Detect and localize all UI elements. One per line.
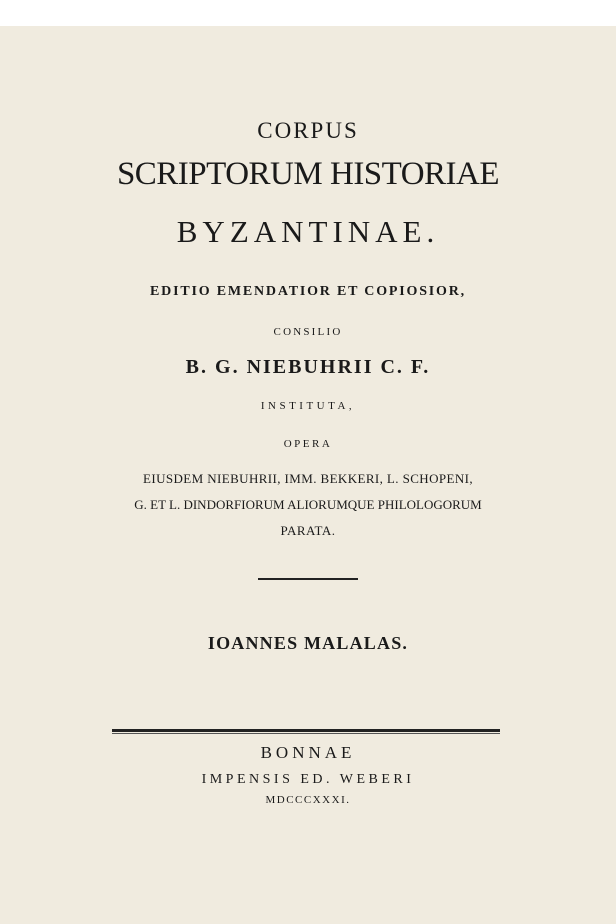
edition-statement: EDITIO EMENDATIOR ET COPIOSIOR, [150,284,466,299]
consilio-text: CONSILIO [273,326,343,338]
instituta-text: INSTITUTA, [260,400,356,412]
parata-text: PARATA. [280,523,336,538]
imprint-year: MDCCCXXXI. [265,794,351,806]
imprint-publisher: IMPENSIS ED. WEBERI [201,772,415,787]
title-line-scriptorum: SCRIPTORUM HISTORIAE [116,156,500,192]
title-line-corpus: CORPUS [257,118,359,143]
short-divider [258,578,358,580]
editors-line-1: EIUSDEM NIEBUHRII, IMM. BEKKERI, L. SCHOPENI, [143,471,473,486]
volume-author: IOANNES MALALAS. [207,633,409,653]
imprint-divider [112,729,500,732]
title-page [0,26,616,924]
niebuhr-name: B. G. NIEBUHRII C. F. [185,356,431,378]
opera-text: OPERA [283,438,333,450]
title-line-byzantinae: BYZANTINAE. [176,214,440,249]
editors-line-2: G. ET L. DINDORFIORUM ALIORUMQUE PHILOLOGORUM [134,497,482,512]
imprint-city: BONNAE [260,743,356,762]
